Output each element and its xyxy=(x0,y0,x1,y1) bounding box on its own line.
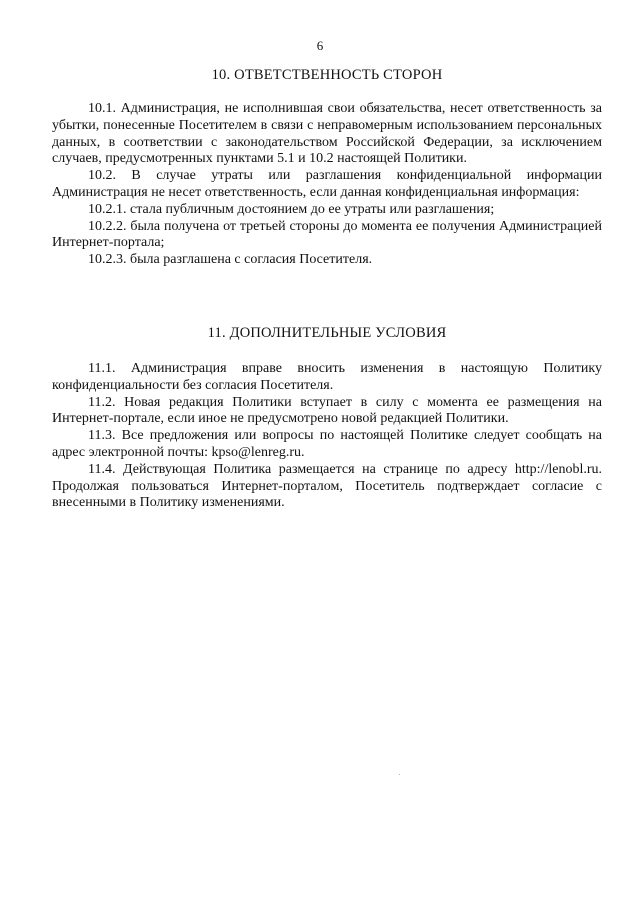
paragraph-11-2: 11.2. Новая редакция Политики вступает в силу с момента ее размещения на Интернет-портале, если иное не предусмотрено новой редакцией Политики. xyxy=(52,394,602,427)
section-10-body xyxy=(52,101,602,269)
scan-speck xyxy=(399,774,400,775)
section-11-body xyxy=(52,361,602,512)
paragraph-11-1: 11.1. Администрация вправе вносить изменения в настоящую Политику конфиденциальности без согласия Посетителя. xyxy=(52,361,602,393)
paragraph-11-4: 11.4. Действующая Политика размещается на странице по адресу http://lenobl.ru. Продолжая пользоваться Интернет-порталом, Посетитель подтверждает согласие с внесенными в Политику изменениями. xyxy=(52,461,602,511)
paragraph-10-2: 10.2. В случае утраты или разглашения конфиденциальной информации Администрация не несет ответственность, если данная конфиденциальная информация: xyxy=(52,168,602,200)
paragraph-10-2-1: 10.2.1. стала публичным достоянием до ее утраты или разглашения; xyxy=(88,201,495,217)
paragraph-10-2-2: 10.2.2. была получена от третьей стороны до момента ее получения Администрацией Интернет-портала; xyxy=(52,218,602,251)
paragraph-10-1: 10.1. Администрация, не исполнившая свои обязательства, несет ответственность за убытки, понесенные Посетителем в связи с неправомерным использованием персональных данных, в соответствии с законодательством Российской Федерации, за исключением случаев, предусмотренных пунктами 5.1 и 10.2 настоящей Политики. xyxy=(52,101,602,167)
page-number: 6 xyxy=(316,38,324,53)
section-10-title: 10. ОТВЕТСТВЕННОСТЬ СТОРОН xyxy=(211,67,443,83)
section-11-title: 11. ДОПОЛНИТЕЛЬНЫЕ УСЛОВИЯ xyxy=(207,325,447,341)
paragraph-10-2-3: 10.2.3. была разглашена с согласия Посетителя. xyxy=(88,252,373,268)
paragraph-11-3: 11.3. Все предложения или вопросы по настоящей Политике следует сообщать на адрес электронной почты: kpso@lenreg.ru. xyxy=(52,428,602,460)
